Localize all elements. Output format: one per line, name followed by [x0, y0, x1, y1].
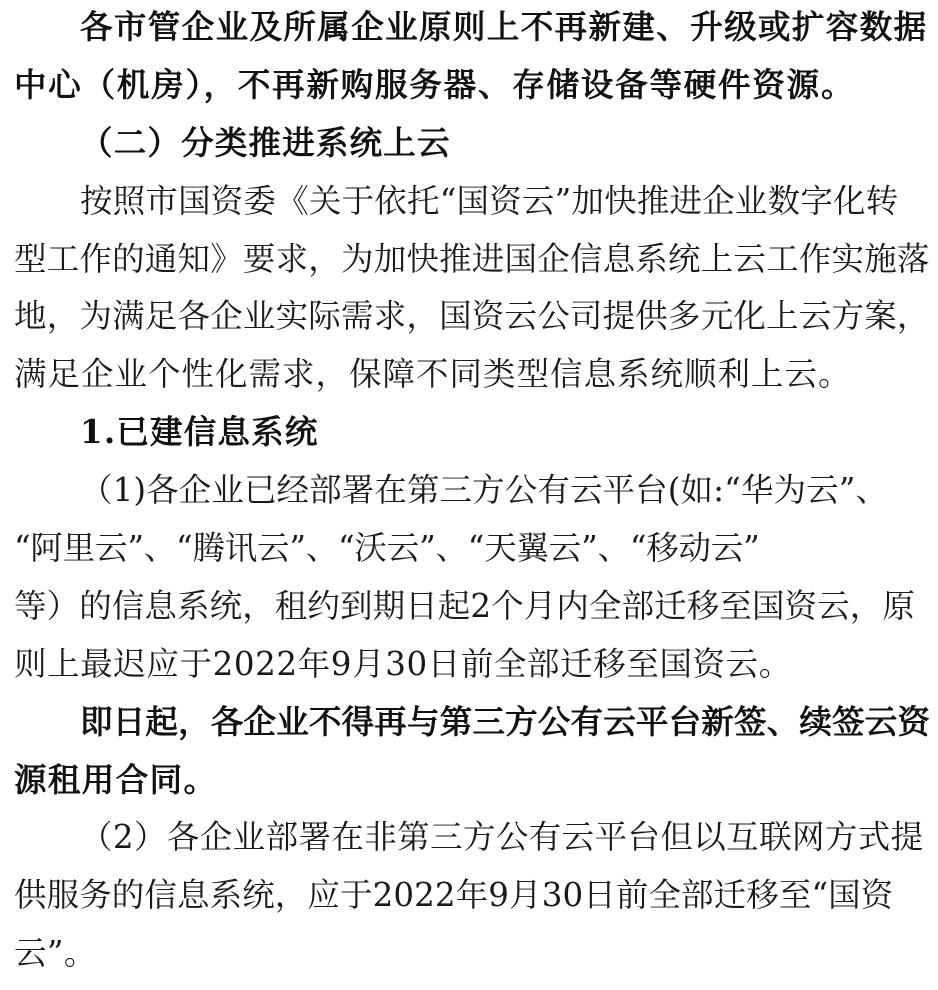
paragraph-line-12: 源租用合同。 — [14, 760, 218, 799]
paragraph-line-2: 中心（机房），不再新购服务器、存储设备等硬件资源。 — [14, 65, 856, 104]
paragraph-line-4: 型工作的通知》要求，为加快推进国企信息系统上云工作实施落 — [14, 240, 930, 278]
paragraph-line-7: （1)各企业已经部署在第三方公有云平台(如:“华为云”、 — [80, 471, 889, 509]
subsection-heading: 1.已建信息系统 — [80, 412, 319, 451]
paragraph-line-1: 各市管企业及所属企业原则上不再新建、升级或扩容数据 — [80, 7, 928, 46]
paragraph-line-6: 满足企业个性化需求，保障不同类型信息系统顺利上云。 — [14, 355, 852, 393]
paragraph-line-8: “阿里云”、“腾讯云”、“沃云”、“天翼云”、“移动云” — [14, 529, 760, 567]
paragraph-line-3: 按照市国资委《关于依托“国资云”加快推进企业数字化转 — [80, 182, 899, 220]
paragraph-line-14: 供服务的信息系统，应于2022年9月30日前全部迁移至“国资 — [14, 876, 894, 914]
paragraph-line-10: 则上最迟应于2022年9月30日前全部迁移至国资云。 — [14, 645, 792, 683]
paragraph-line-5: 地，为满足各企业实际需求，国资云公司提供多元化上云方案， — [14, 297, 930, 335]
section-heading: （二）分类推进系统上云 — [80, 123, 451, 162]
paragraph-line-11: 即日起，各企业不得再与第三方公有云平台新签、续签云资 — [80, 702, 931, 741]
paragraph-line-13: （2）各企业部署在非第三方公有云平台但以互联网方式提 — [80, 818, 924, 856]
paragraph-line-9: 等）的信息系统，租约到期日起2个月内全部迁移至国资云，原 — [14, 587, 915, 625]
paragraph-line-15: 云”。 — [14, 934, 97, 972]
